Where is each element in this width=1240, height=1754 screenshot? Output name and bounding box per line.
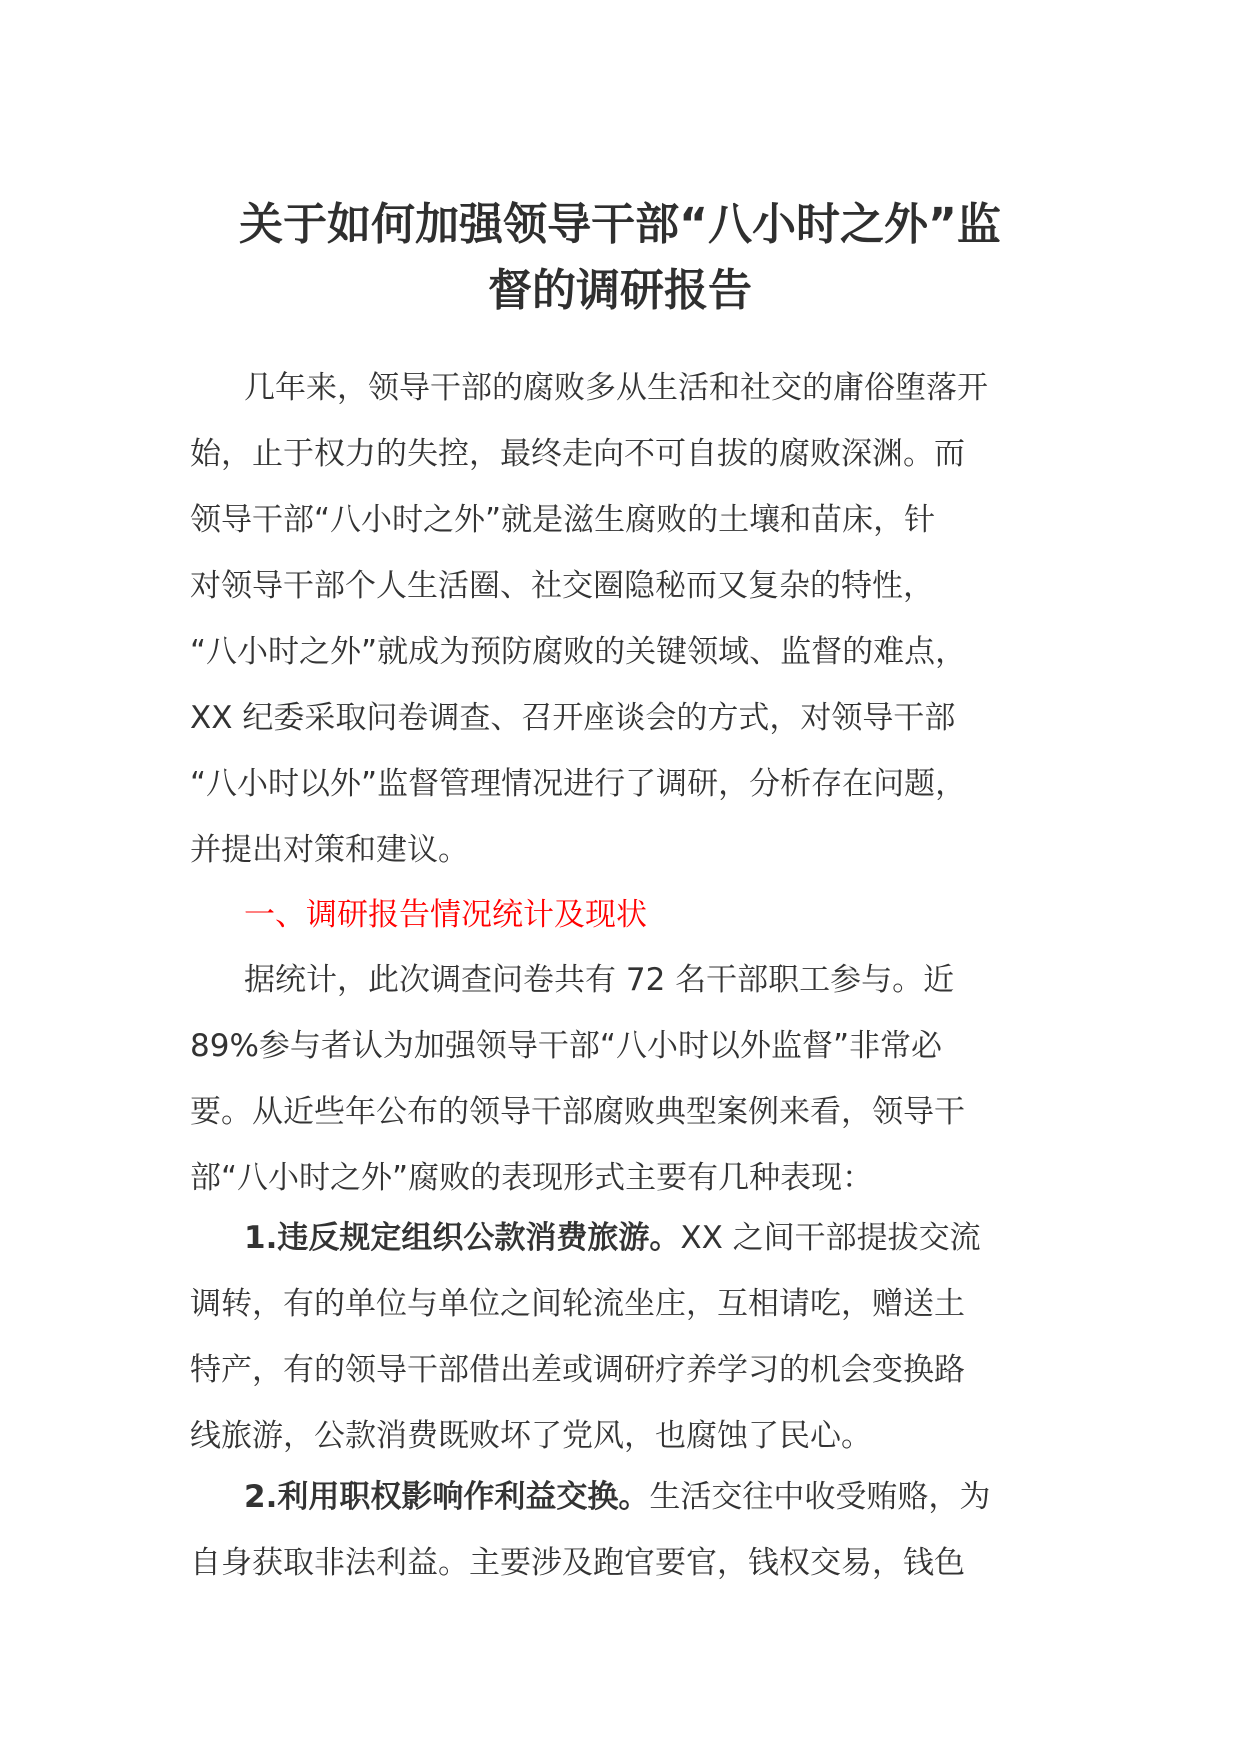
title-line: 督的调研报告 [488,265,752,316]
paragraph-line: 几年来，领导干部的腐败多从生活和社交的庸俗堕落开 [244,370,988,406]
paragraph-line: 89%参与者认为加强领导干部“八小时以外监督”非常必 [190,1028,943,1064]
paragraph-line: 特产，有的领导干部借出差或调研疗养学习的机会变换路 [190,1352,965,1388]
title-line: 关于如何加强领导干部“八小时之外”监 [239,199,1001,250]
paragraph-line: “八小时以外”监督管理情况进行了调研，分析存在问题， [190,766,967,802]
paragraph-line [190,1205,1060,1271]
paragraph-line: 部“八小时之外”腐败的表现形式主要有几种表现： [190,1160,874,1196]
paragraph-line: 自身获取非法利益。主要涉及跑官要官，钱权交易，钱色 [190,1545,965,1581]
item-heading: 1.违反规定组织公款消费旅游。 [244,1220,681,1256]
paragraph-line: 线旅游，公款消费既败坏了党风，也腐蚀了民心。 [190,1418,872,1454]
section-heading-text: 一、调研报告情况统计及现状 [244,897,647,933]
paragraph-line: 调转，有的单位与单位之间轮流坐庄，互相请吃，赠送土 [190,1286,965,1322]
list-item-1 [190,1205,1060,1469]
paragraph-line [190,1464,1060,1530]
item-text: XX 之间干部提拔交流 [680,1220,981,1256]
paragraph-line: 并提出对策和建议。 [190,832,469,868]
list-item-2 [190,1464,1060,1596]
paragraph-line: 据统计，此次调查问卷共有 72 名干部职工参与。近 [244,962,955,998]
section1-paragraph [190,947,1060,1211]
paragraph-line: “八小时之外”就成为预防腐败的关键领域、监督的难点， [190,634,967,670]
paragraph-line: XX 纪委采取问卷调查、召开座谈会的方式，对领导干部 [190,700,956,736]
item-heading: 2.利用职权影响作利益交换。 [244,1479,650,1515]
document-title [190,192,1050,324]
paragraph-line: 对领导干部个人生活圈、社交圈隐秘而又复杂的特性， [190,568,934,604]
paragraph-line: 要。从近些年公布的领导干部腐败典型案例来看，领导干 [190,1094,965,1130]
intro-paragraph [190,355,1060,883]
item-text: 生活交往中收受贿赂，为 [649,1479,991,1515]
section-heading [190,882,1060,948]
paragraph-line: 领导干部“八小时之外”就是滋生腐败的土壤和苗床，针 [190,502,936,538]
paragraph-line: 始，止于权力的失控，最终走向不可自拔的腐败深渊。而 [190,436,965,472]
